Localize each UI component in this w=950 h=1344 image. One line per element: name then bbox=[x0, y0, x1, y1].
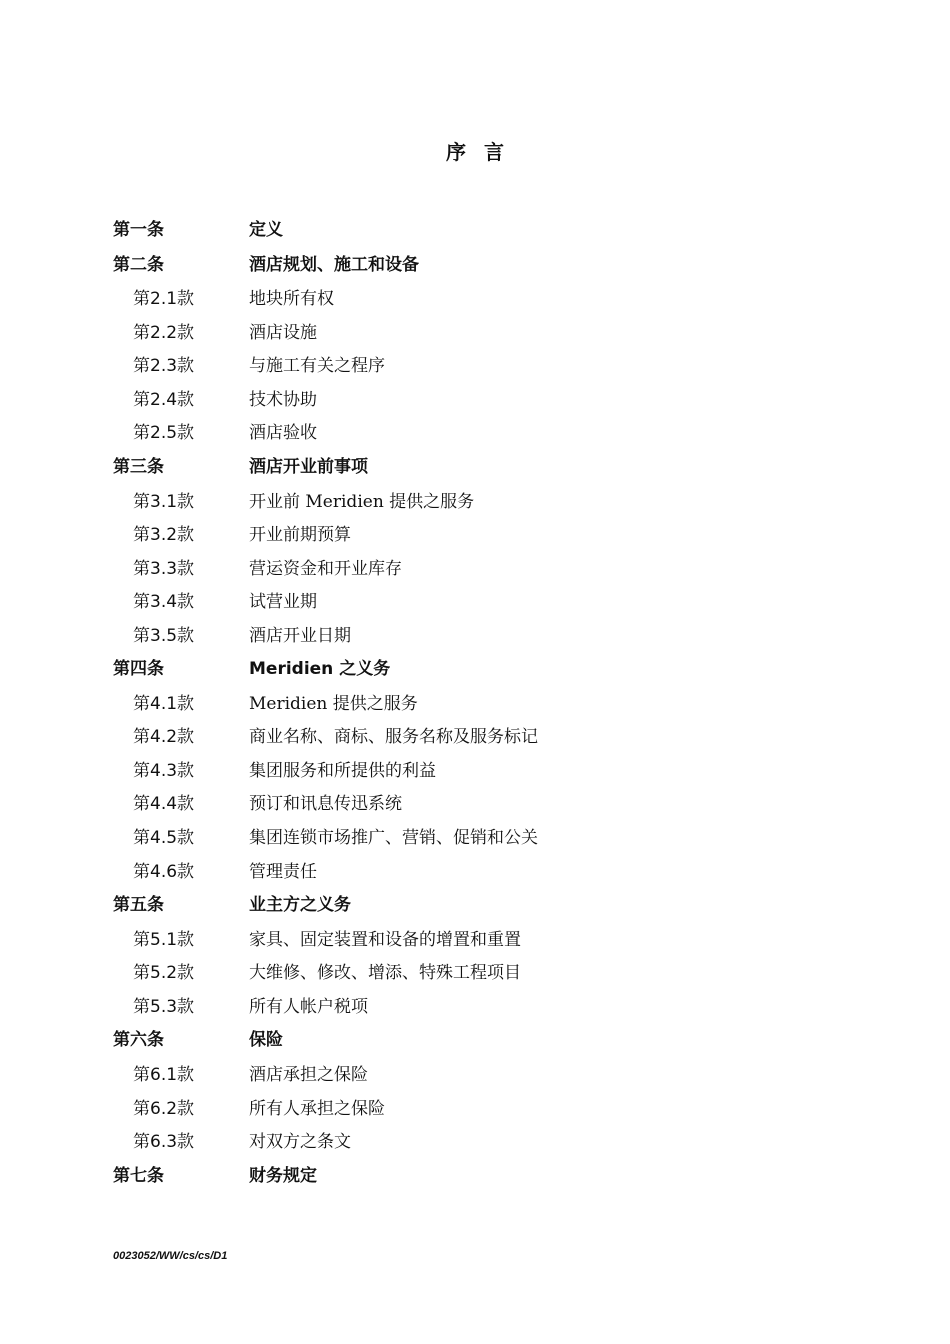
clause-number: 第4.2款 bbox=[133, 727, 195, 748]
clause-number: 第3.2款 bbox=[133, 525, 195, 546]
clause-title: 开业前 Meridien 提供之服务 bbox=[249, 491, 475, 512]
clause-title: 预订和讯息传迅系统 bbox=[249, 794, 402, 815]
article-number: 第一条 bbox=[113, 220, 164, 240]
toc-article-row bbox=[113, 451, 833, 486]
clause-number: 第3.5款 bbox=[133, 625, 195, 646]
clause-number: 第4.4款 bbox=[133, 794, 195, 815]
article-title: 财务规定 bbox=[249, 1165, 317, 1186]
clause-number: 第3.4款 bbox=[133, 592, 195, 613]
clause-title: 集团服务和所提供的利益 bbox=[249, 760, 436, 781]
toc-clause-row bbox=[113, 924, 833, 958]
article-title: 酒店规划、施工和设备 bbox=[249, 254, 419, 275]
clause-title: 商业名称、商标、服务名称及服务标记 bbox=[249, 727, 538, 748]
article-title: Meridien 之义务 bbox=[249, 659, 391, 680]
clause-title: 酒店验收 bbox=[249, 423, 317, 444]
toc-article-row bbox=[113, 653, 833, 688]
clause-title: 营运资金和开业库存 bbox=[249, 558, 402, 579]
toc-clause-row bbox=[113, 384, 833, 418]
toc-article-row bbox=[113, 249, 833, 284]
clause-number: 第3.1款 bbox=[133, 491, 195, 512]
clause-number: 第2.3款 bbox=[133, 356, 195, 377]
toc-clause-row bbox=[113, 317, 833, 351]
clause-title: Meridien 提供之服务 bbox=[249, 693, 418, 714]
toc-clause-row bbox=[113, 553, 833, 587]
clause-title: 管理责任 bbox=[249, 861, 317, 882]
toc-clause-row bbox=[113, 620, 833, 654]
toc-clause-row bbox=[113, 1126, 833, 1160]
toc-clause-row bbox=[113, 417, 833, 451]
toc-clause-row bbox=[113, 991, 833, 1025]
toc-clause-row bbox=[113, 586, 833, 620]
toc-clause-row bbox=[113, 957, 833, 991]
clause-title: 集团连锁市场推广、营销、促销和公关 bbox=[249, 828, 538, 849]
toc-article-row bbox=[113, 1160, 833, 1195]
clause-title: 酒店设施 bbox=[249, 322, 317, 343]
article-number: 第三条 bbox=[113, 456, 164, 477]
article-title: 保险 bbox=[249, 1030, 283, 1051]
toc-clause-row bbox=[113, 755, 833, 789]
toc-clause-row bbox=[113, 486, 833, 520]
clause-number: 第2.4款 bbox=[133, 389, 195, 410]
article-title: 业主方之义务 bbox=[249, 895, 351, 916]
clause-title: 技术协助 bbox=[249, 389, 317, 410]
toc-clause-row bbox=[113, 688, 833, 722]
clause-number: 第5.1款 bbox=[133, 929, 195, 950]
clause-number: 第2.1款 bbox=[133, 289, 195, 310]
document-reference-code: 0023052/WW/cs/cs/D1 bbox=[113, 1250, 228, 1262]
toc-clause-row bbox=[113, 1059, 833, 1093]
clause-title: 开业前期预算 bbox=[249, 525, 351, 546]
clause-title: 大维修、修改、增添、特殊工程项目 bbox=[249, 963, 521, 984]
article-number: 第四条 bbox=[113, 659, 164, 680]
toc-article-row bbox=[113, 889, 833, 924]
clause-number: 第6.3款 bbox=[133, 1132, 195, 1153]
toc-article-row bbox=[113, 214, 833, 249]
clause-number: 第4.5款 bbox=[133, 828, 195, 849]
clause-title: 地块所有权 bbox=[249, 289, 334, 310]
table-of-contents bbox=[113, 214, 833, 1194]
article-title: 定义 bbox=[249, 220, 283, 240]
clause-number: 第2.5款 bbox=[133, 423, 195, 444]
toc-clause-row bbox=[113, 788, 833, 822]
toc-clause-row bbox=[113, 721, 833, 755]
toc-clause-row bbox=[113, 856, 833, 890]
clause-title: 所有人承担之保险 bbox=[249, 1098, 385, 1119]
clause-title: 酒店承担之保险 bbox=[249, 1064, 368, 1085]
clause-number: 第2.2款 bbox=[133, 322, 195, 343]
clause-title: 对双方之条文 bbox=[249, 1132, 351, 1153]
article-title: 酒店开业前事项 bbox=[249, 456, 368, 477]
clause-number: 第5.2款 bbox=[133, 963, 195, 984]
clause-title: 所有人帐户税项 bbox=[249, 996, 368, 1017]
clause-number: 第3.3款 bbox=[133, 558, 195, 579]
clause-title: 与施工有关之程序 bbox=[249, 356, 385, 377]
toc-clause-row bbox=[113, 519, 833, 553]
clause-number: 第6.1款 bbox=[133, 1064, 195, 1085]
clause-title: 试营业期 bbox=[249, 592, 317, 613]
clause-number: 第4.6款 bbox=[133, 861, 195, 882]
article-number: 第六条 bbox=[113, 1030, 164, 1051]
page-title: 序言 bbox=[446, 140, 522, 164]
clause-number: 第4.1款 bbox=[133, 693, 195, 714]
article-number: 第五条 bbox=[113, 895, 164, 916]
article-number: 第七条 bbox=[113, 1165, 164, 1186]
toc-article-row bbox=[113, 1024, 833, 1059]
article-number: 第二条 bbox=[113, 254, 164, 275]
clause-title: 酒店开业日期 bbox=[249, 625, 351, 646]
clause-number: 第5.3款 bbox=[133, 996, 195, 1017]
toc-clause-row bbox=[113, 1093, 833, 1127]
toc-clause-row bbox=[113, 350, 833, 384]
toc-clause-row bbox=[113, 283, 833, 317]
clause-number: 第6.2款 bbox=[133, 1098, 195, 1119]
toc-clause-row bbox=[113, 822, 833, 856]
clause-number: 第4.3款 bbox=[133, 760, 195, 781]
clause-title: 家具、固定装置和设备的增置和重置 bbox=[249, 929, 521, 950]
